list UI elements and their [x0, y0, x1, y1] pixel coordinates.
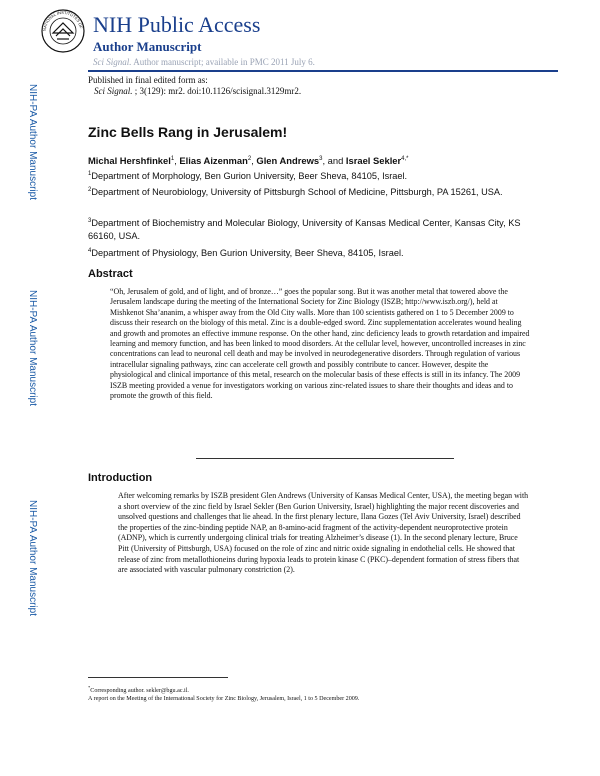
author-list	[88, 155, 409, 166]
nih-seal-logo	[40, 8, 86, 54]
author-manuscript-label: Author Manuscript	[93, 39, 202, 54]
abstract-body: “Oh, Jerusalem of gold, and of light, and of bronze…” goes the popular song. But it was another metal that towered above the Jerusalem landscape during the meeting of the International Society for Zinc Biology (ISZB; http://www.iszb.org/), held at Mishkenot Sha’ananim, a whisper away from the Old City walls. More than 100 scientists gathered on 1 to 5 December 2009 to discuss their research on the biology of this metal. Zinc is a double-edged sword. Zinc supplementation accelerates wound healing and growth and promotes an effective immune response. On the other hand, zinc deficiency leads to growth retardation and impaired learning and memory function, and has been linked to mood disorders. At the cellular level, however, uncontrolled increases in zinc concentrations can lead to neuronal cell death and may be involved in neurodegenerative disorders. Through regulation of various intracellular signaling pathways, zinc can accelerate cell growth and possibly contribute to cancer. However, despite the physiological and clinical importance of this metal, research on the molecular basis of these effects is still in its infancy. The 2009 ISZB meeting provided a venue for investigators working on various zinc-related issues to share their thoughts and ideas and to promote the growth of this field.	[110, 287, 530, 401]
corresponding-text: Corresponding author. sekler@bgu.ac.il.	[90, 688, 189, 695]
author-affiliation-mark: 3	[319, 155, 323, 162]
affiliation-text: Department of Biochemistry and Molecular Biology, University of Kansas Medical Center, Kansas City, KS 66160, USA.	[88, 218, 521, 241]
author-affiliation-mark: 4,*	[401, 155, 409, 162]
affiliation-1	[88, 168, 528, 183]
published-details: ; 3(129): mr2. doi:10.1126/scisignal.3129mr2.	[132, 86, 302, 96]
author-separator: ,	[251, 155, 257, 166]
abstract-divider	[196, 458, 454, 459]
corresponding-footnote	[88, 684, 189, 695]
published-citation	[94, 86, 301, 96]
published-label: Published in final edited form as:	[88, 75, 208, 85]
citation-journal: Sci Signal.	[93, 57, 132, 67]
sidebar-label-middle: NIH-PA Author Manuscript	[27, 290, 38, 406]
affiliation-2	[88, 184, 528, 199]
header-divider	[88, 70, 558, 72]
affiliation-mark: 1	[88, 171, 92, 177]
author-separator: ,	[174, 155, 180, 166]
introduction-heading: Introduction	[88, 472, 153, 484]
introduction-body: After welcoming remarks by ISZB president Glen Andrews (University of Kansas Medical Center, USA), the meeting began with a short overview of the zinc field by Israel Sekler (Ben Gurion University, Israel) highlighting the major recent discoveries and unsolved questions and challenges that lie ahead. In the first plenary lecture, Ilana Gozes (Tel Aviv University, Israel) described the properties of the zinc-binding peptide NAP, an 8-amino-acid fragment of the activity-dependent neuroprotective protein (ADNP), which is currently undergoing clinical trials for treating Alzheimer’s disease (1). In the second plenary lecture, Bruce Pitt (University of Pittsburgh, USA) focused on the role of zinc and nitric oxide signaling in endothelial cells. He showed that release of zinc from metallothioneins during hypoxia leads to protein kinase C (PKC)–dependent formation of stress fibers that are associated with vascular pulmonary constriction (2).	[118, 491, 529, 575]
author-name: Israel Sekler	[345, 155, 402, 166]
affiliation-mark: 3	[88, 218, 92, 224]
footnote-divider	[88, 677, 228, 678]
author-name: Elias Aizenman	[179, 155, 248, 166]
affiliation-text: Department of Morphology, Ben Gurion University, Beer Sheva, 84105, Israel.	[91, 171, 408, 182]
affiliation-text: Department of Neurobiology, University of Pittsburgh School of Medicine, Pittsburgh, PA 15261, USA.	[91, 187, 503, 198]
affiliation-mark: 2	[88, 187, 92, 193]
seal-text: NATIONAL INSTITUTES OF	[41, 9, 84, 32]
footnote-mark: *	[88, 685, 91, 690]
article-title: Zinc Bells Rang in Jerusalem!	[88, 124, 288, 140]
author-affiliation-mark: 1	[170, 155, 175, 162]
nih-public-access-title: NIH Public Access	[93, 12, 261, 37]
author-affiliation-mark: 2	[247, 155, 252, 162]
citation-rest: Author manuscript; available in PMC 2011 July 6.	[131, 57, 315, 67]
author-name: Glen Andrews	[256, 155, 320, 166]
affiliation-4	[88, 245, 528, 260]
affiliation-3	[88, 215, 528, 242]
published-journal: Sci Signal.	[94, 86, 133, 96]
availability-citation	[93, 57, 315, 67]
affiliation-mark: 4	[88, 248, 92, 254]
affiliation-text: Department of Physiology, Ben Gurion University, Beer Sheva, 84105, Israel.	[91, 248, 404, 259]
sidebar-label-bottom: NIH-PA Author Manuscript	[27, 500, 38, 616]
author-name: Michal Hershfinkel	[88, 155, 171, 166]
abstract-heading: Abstract	[88, 268, 133, 280]
svg-text:NATIONAL INSTITUTES OF HEALTH	[40, 8, 84, 31]
meeting-report-footnote: A report on the Meeting of the International Society for Zinc Biology, Jerusalem, Israel, 1 to 5 December 2009.	[88, 696, 360, 702]
sidebar-label-top: NIH-PA Author Manuscript	[27, 84, 38, 200]
author-separator: , and	[322, 155, 346, 166]
